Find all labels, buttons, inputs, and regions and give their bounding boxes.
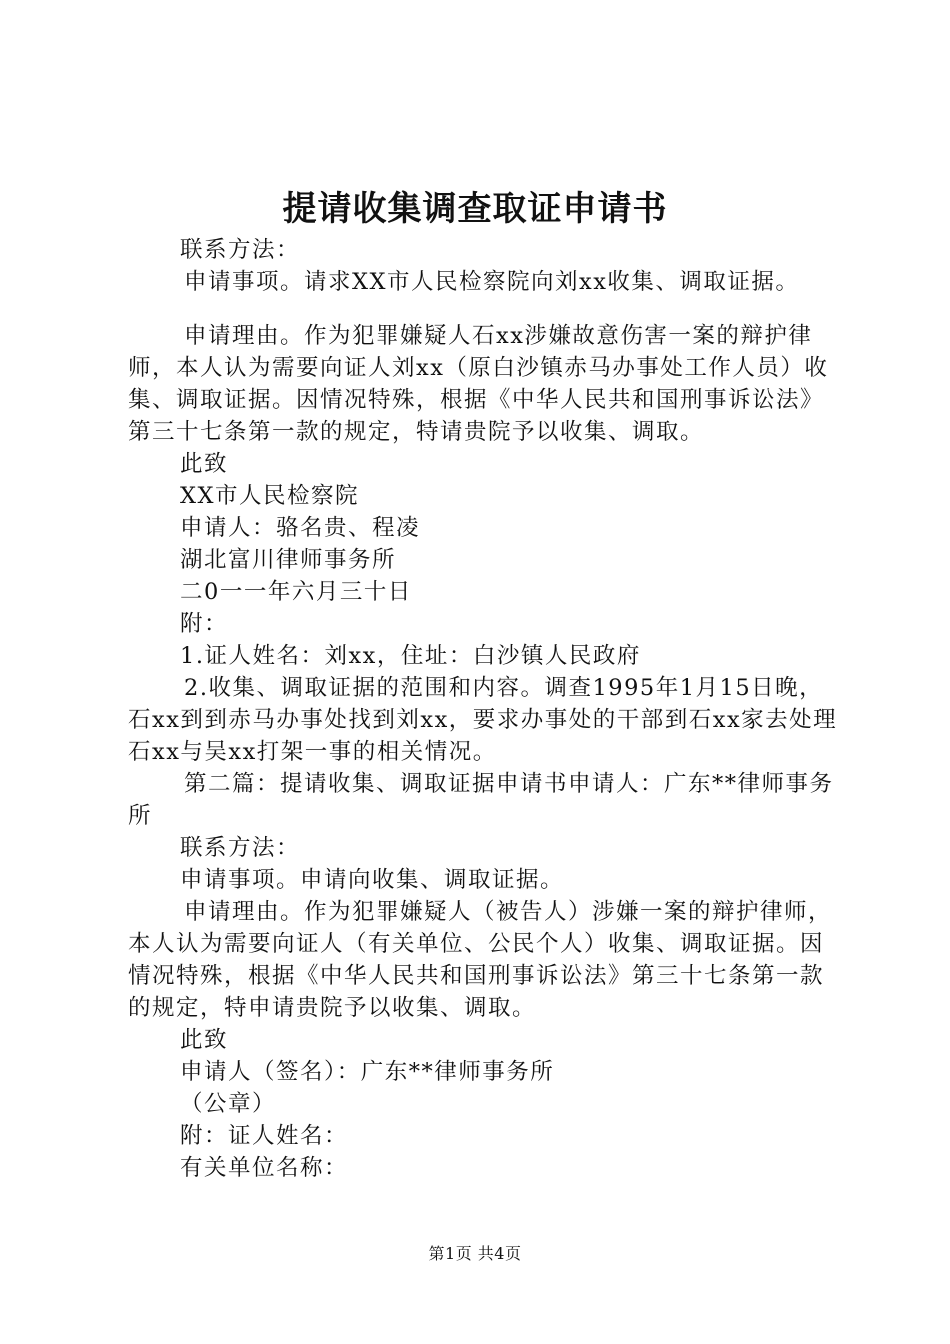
witness-info-line: 1.证人姓名：刘xx，住址：白沙镇人民政府 xyxy=(180,643,641,669)
page-footer: 第1页 共4页 xyxy=(428,1244,522,1263)
application-reason-paragraph: 申请理由。作为犯罪嫌疑人石xx涉嫌故意伤害一案的辩护律师，本人认为需要向证人刘xx（原白沙镇赤马办事处工作人员）收集、调取证据。因情况特殊，根据《中华人民共和国刑事诉讼法》第三十七条第一款的规定，特请贵院予以收集、调取。 xyxy=(128,323,829,445)
attachment-witness-line: 附：证人姓名： xyxy=(180,1123,349,1149)
document-title: 提请收集调查取证申请书 xyxy=(282,189,668,229)
date-line: 二0一一年六月三十日 xyxy=(180,579,412,605)
official-seal-line: （公章） xyxy=(180,1091,277,1117)
law-firm-line: 湖北富川律师事务所 xyxy=(180,547,397,573)
applicant-signature-line: 申请人（签名）：广东**律师事务所 xyxy=(180,1059,555,1085)
salutation-line: 此致 xyxy=(180,451,229,477)
related-unit-line: 有关单位名称： xyxy=(180,1155,349,1181)
salutation-line-2: 此致 xyxy=(180,1027,229,1053)
contact-method-line-2: 联系方法： xyxy=(180,835,301,861)
paragraph-gap xyxy=(128,298,838,320)
contact-method-line: 联系方法： xyxy=(180,237,301,263)
application-reason-paragraph-2: 申请理由。作为犯罪嫌疑人（被告人）涉嫌一案的辩护律师，本人认为需要向证人（有关单位、公民个人）收集、调取证据。因情况特殊，根据《中华人民共和国刑事诉讼法》第三十七条第一款的规定，特申请贵院予以收集、调取。 xyxy=(128,899,833,1021)
evidence-scope-paragraph: 2.收集、调取证据的范围和内容。调查1995年1月15日晚，石xx到到赤马办事处找到刘xx，要求办事处的干部到石xx家去处理石xx与吴xx打架一事的相关情况。 xyxy=(128,675,838,765)
second-article-heading: 第二篇：提请收集、调取证据申请书申请人：广东**律师事务所 xyxy=(128,771,834,829)
application-matter-paragraph: 申请事项。请求XX市人民检察院向刘xx收集、调取证据。 xyxy=(184,269,800,295)
document-body xyxy=(128,234,838,1184)
attachment-heading: 附： xyxy=(180,611,229,637)
applicant-line: 申请人：骆名贵、程凌 xyxy=(180,515,421,541)
recipient-line: XX市人民检察院 xyxy=(180,483,360,509)
application-matter-paragraph-2: 申请事项。申请向收集、调取证据。 xyxy=(180,867,565,893)
